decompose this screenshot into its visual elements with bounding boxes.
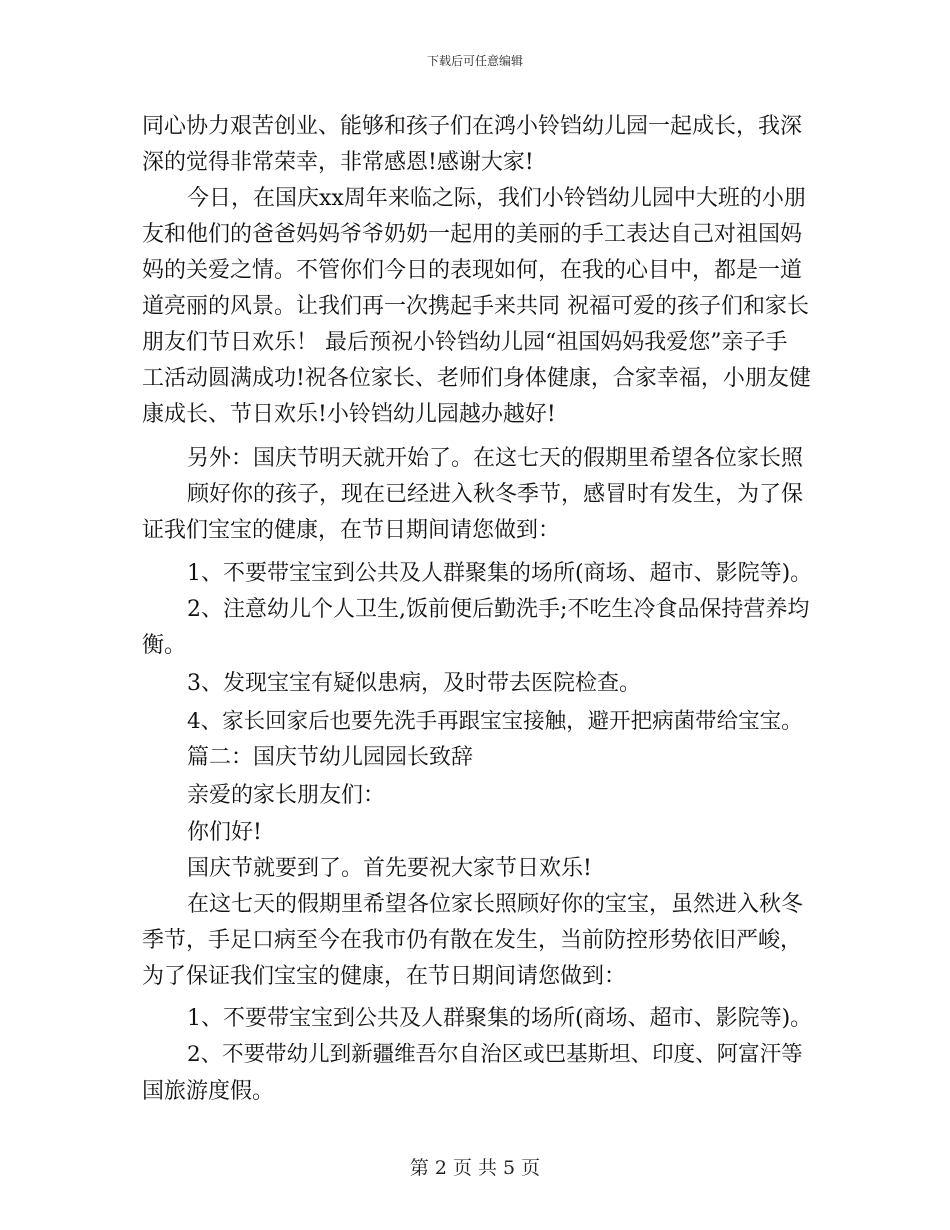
body-line: 亲爱的家长朋友们： [187, 783, 386, 808]
body-line: 今日，在国庆xx周年来临之际，我们小铃铛幼儿园中大班的小朋 [187, 186, 806, 211]
body-line: 顾好你的孩子，现在已经进入秋冬季节，感冒时有发生，为了保 [187, 482, 804, 507]
section-heading: 篇二：国庆节幼儿园园长致辞 [187, 745, 474, 770]
body-line: 道亮丽的风景。让我们再一次携起手来共同 祝福可爱的孩子们和家长 [142, 294, 809, 319]
body-line: 深的觉得非常荣幸，非常感恩!感谢大家! [142, 150, 534, 175]
body-line: 妈的关爱之情。不管你们今日的表现如何，在我的心目中，都是一道 [142, 258, 803, 283]
body-line: 衡。 [142, 633, 187, 658]
body-line: 工活动圆满成功!祝各位家长、老师们身体健康，合家幸福，小朋友健 [142, 366, 811, 391]
body-line: 为了保证我们宝宝的健康，在节日期间请您做到： [142, 964, 627, 989]
body-line: 朋友们节日欢乐！ 最后预祝小铃铛幼儿园“祖国妈妈我爱您”亲子手 [142, 330, 788, 355]
body-line: 另外：国庆节明天就开始了。在这七天的假期里希望各位家长照 [187, 446, 804, 471]
body-line: 国旅游度假。 [142, 1079, 275, 1104]
body-line: 季节，手足口病至今在我市仍有散在发生，当前防控形势依旧严峻， [142, 928, 803, 953]
body-line: 同心协力艰苦创业、能够和孩子们在鸿小铃铛幼儿园一起成长，我深 [142, 114, 803, 139]
body-line: 1、不要带宝宝到公共及人群聚集的场所(商场、超市、影院等)。 [187, 1006, 813, 1031]
body-line: 4、家长回家后也要先洗手再跟宝宝接触，避开把病菌带给宝宝。 [187, 709, 803, 734]
body-line: 3、发现宝宝有疑似患病，及时带去医院检查。 [187, 671, 641, 696]
body-line: 康成长、节日欢乐!小铃铛幼儿园越办越好! [142, 402, 556, 427]
body-line: 你们好! [187, 820, 262, 845]
body-line: 国庆节就要到了。首先要祝大家节日欢乐! [187, 856, 592, 881]
page-header: 下载后可任意编辑 [426, 54, 523, 68]
page-number-footer: 第 2 页 共 5 页 [409, 1157, 541, 1179]
body-line: 1、不要带宝宝到公共及人群聚集的场所(商场、超市、影院等)。 [187, 561, 813, 586]
body-line: 证我们宝宝的健康，在节日期间请您做到： [142, 518, 561, 543]
body-line: 2、不要带幼儿到新疆维吾尔自治区或巴基斯坦、印度、阿富汗等 [187, 1042, 803, 1067]
body-line: 2、注意幼儿个人卫生,饭前便后勤洗手;不吃生冷食品保持营养均 [187, 597, 810, 622]
body-line: 友和他们的爸爸妈妈爷爷奶奶一起用的美丽的手工表达自己对祖国妈 [142, 222, 803, 247]
body-line: 在这七天的假期里希望各位家长照顾好你的宝宝，虽然进入秋冬 [187, 892, 804, 917]
